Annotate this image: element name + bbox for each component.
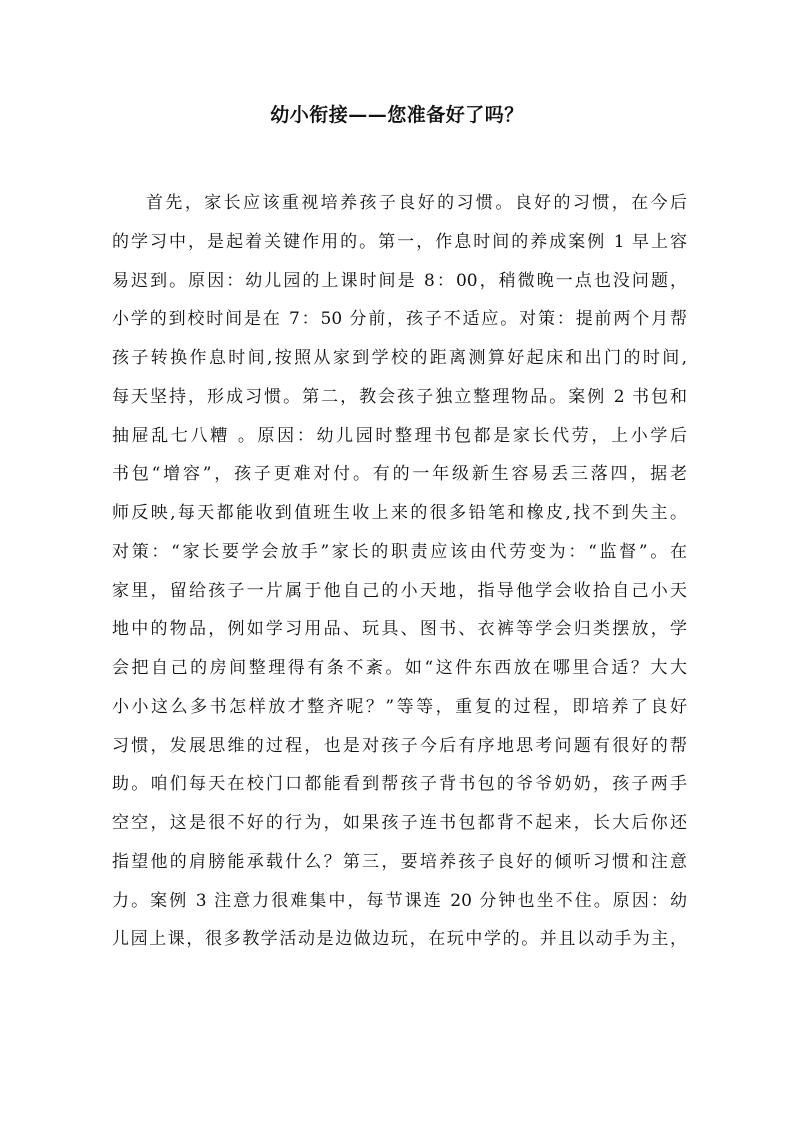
text-line: 空空，这是很不好的行为，如果孩子连书包都背不起来，长大后你还 (112, 813, 687, 833)
text-line: 的学习中，是起着关键作用的。第一，作息时间的养成案例 1 早上容 (112, 231, 687, 252)
text-line: 师反映,每天都能收到值班生收上来的很多铅笔和橡皮,找不到失主。 (112, 503, 687, 523)
text-line: 孩子转换作息时间,按照从家到学校的距离测算好起床和出门的时间, (112, 348, 687, 368)
text-line: 习惯，发展思维的过程，也是对孩子今后有序地思考问题有很好的帮 (112, 735, 687, 756)
text-line: 指望他的肩膀能承载什么？第三，要培养孩子良好的倾听习惯和注意 (112, 851, 687, 872)
text-line: 抽屉乱七八糟 。原因：幼儿园时整理书包都是家长代劳，上小学后 (112, 425, 687, 446)
body-paragraph (112, 184, 687, 959)
text-line: 家里，留给孩子一片属于他自己的小天地，指导他学会收拾自己小天 (112, 580, 687, 601)
text-line: 小小这么多书怎样放才整齐呢？”等等，重复的过程，即培养了良好 (112, 696, 687, 717)
text-line: 首先，家长应该重视培养孩子良好的习惯。良好的习惯，在今后 (146, 193, 687, 213)
text-line: 对策：“家长要学会放手”家长的职责应该由代劳变为：“监督”。在 (112, 541, 687, 562)
text-line: 小学的到校时间是在 7：50 分前，孩子不适应。对策：提前两个月帮 (112, 309, 687, 330)
text-line: 会把自己的房间整理得有条不紊。如“这件东西放在哪里合适？大大 (112, 658, 687, 678)
text-line: 儿园上课，很多教学活动是边做边玩，在玩中学的。并且以动手为主， (112, 929, 687, 950)
text-line: 地中的物品，例如学习用品、玩具、图书、衣裤等学会归类摆放，学 (112, 619, 687, 640)
text-line: 力。案例 3 注意力很难集中，每节课连 20 分钟也坐不住。原因：幼 (112, 890, 687, 911)
text-line: 每天坚持，形成习惯。第二，教会孩子独立整理物品。案例 2 书包和 (112, 386, 687, 407)
document-title: 幼小衔接——您准备好了吗？ (270, 104, 524, 126)
text-line: 助。咱们每天在校门口都能看到帮孩子背书包的爷爷奶奶，孩子两手 (112, 774, 687, 795)
text-line: 书包“增容”，孩子更难对付。有的一年级新生容易丢三落四，据老 (112, 464, 687, 485)
text-line: 易迟到。原因：幼儿园的上课时间是 8：00，稍微晚一点也没问题， (112, 270, 687, 291)
